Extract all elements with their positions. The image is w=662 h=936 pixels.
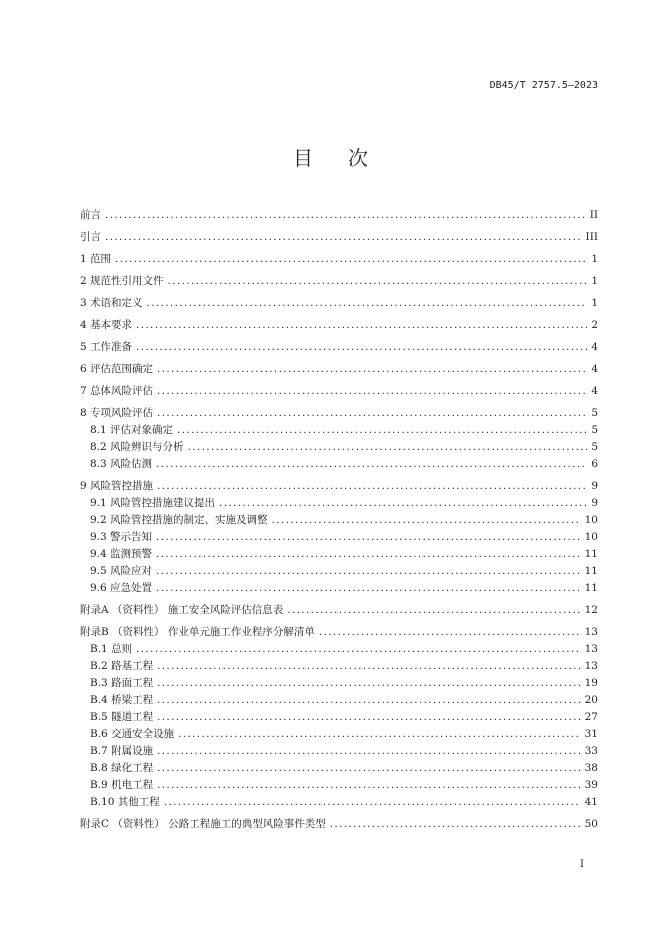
dot-leader (157, 777, 581, 794)
toc-entry[interactable] (80, 422, 598, 439)
dot-leader (168, 273, 588, 290)
dot-leader (136, 641, 581, 658)
toc-entry-label: B.1 总则 (90, 643, 133, 655)
toc-entry-label: B.5 隧道工程 (90, 711, 154, 723)
toc-entry-label: 5 工作准备 (80, 341, 133, 353)
title-char-1: 目 (293, 146, 314, 170)
toc-entry-page: 1 (591, 297, 598, 309)
toc-entry-page: 27 (584, 711, 598, 723)
toc-entry-page: 4 (591, 385, 598, 397)
toc-entry-label: B.7 附属设施 (90, 745, 154, 757)
dot-leader (157, 383, 587, 400)
toc-entry[interactable] (80, 339, 598, 356)
toc-entry[interactable] (80, 709, 598, 726)
toc-entry-label: 6 评估范围确定 (80, 363, 154, 375)
toc-entry[interactable] (80, 760, 598, 777)
dot-leader (272, 512, 581, 529)
toc-entry[interactable] (80, 207, 598, 224)
toc-entry-page: 2 (591, 319, 598, 331)
toc-entry-page: 10 (584, 514, 598, 526)
dot-leader (178, 726, 581, 743)
toc-entry-page: 5 (591, 424, 598, 436)
toc-entry-page: 5 (591, 407, 598, 419)
dot-leader (156, 546, 581, 563)
toc-entry-label: B.4 桥梁工程 (90, 694, 154, 706)
toc-entry-page: 13 (584, 643, 598, 655)
toc-entry[interactable] (80, 580, 598, 597)
page-title (0, 142, 662, 171)
toc-entry[interactable] (80, 439, 598, 456)
toc-entry-label: 9.5 风险应对 (90, 565, 153, 577)
toc-entry[interactable] (80, 529, 598, 546)
toc-entry[interactable] (80, 658, 598, 675)
toc-entry-page: 10 (584, 531, 598, 543)
table-of-contents (80, 202, 598, 833)
toc-entry-label: B.6 交通安全设施 (90, 728, 175, 740)
toc-entry-page: 11 (584, 565, 598, 577)
dot-leader (219, 495, 587, 512)
toc-entry-page: 50 (584, 818, 598, 830)
dot-leader (188, 439, 588, 456)
toc-entry[interactable] (80, 816, 598, 833)
toc-entry-label: 7 总体风险评估 (80, 385, 154, 397)
toc-entry-page: 9 (591, 480, 598, 492)
dot-leader (156, 456, 587, 473)
toc-entry[interactable] (80, 251, 598, 268)
document-code: DB45/T 2757.5—2023 (489, 80, 598, 91)
toc-entry[interactable] (80, 563, 598, 580)
toc-entry-page: 41 (584, 796, 598, 808)
toc-entry-label: B.3 路面工程 (90, 677, 154, 689)
toc-entry[interactable] (80, 743, 598, 760)
toc-entry[interactable] (80, 692, 598, 709)
toc-entry[interactable] (80, 794, 598, 811)
toc-entry[interactable] (80, 495, 598, 512)
toc-entry-page: 11 (584, 582, 598, 594)
toc-entry-label: 附录B （资料性） 作业单元施工作业程序分解清单 (80, 626, 315, 638)
toc-entry-label: 8 专项风险评估 (80, 407, 154, 419)
dot-leader (157, 405, 587, 422)
toc-entry[interactable] (80, 602, 598, 619)
toc-entry-page: 9 (591, 497, 598, 509)
toc-entry-label: 8.3 风险估测 (90, 458, 153, 470)
dot-leader (287, 602, 580, 619)
toc-entry-page: 13 (584, 660, 598, 672)
dot-leader (157, 478, 587, 495)
dot-leader (156, 563, 581, 580)
dot-leader (157, 692, 581, 709)
toc-entry-page: 1 (591, 275, 598, 287)
toc-entry[interactable] (80, 361, 598, 378)
toc-entry-label: 1 范围 (80, 253, 112, 265)
toc-entry-page: 39 (584, 779, 598, 791)
toc-entry[interactable] (80, 295, 598, 312)
title-char-2: 次 (348, 146, 369, 170)
dot-leader (157, 658, 581, 675)
toc-entry-label: 9.3 警示告知 (90, 531, 153, 543)
toc-entry-page: 11 (584, 548, 598, 560)
toc-entry-label: 2 规范性引用文件 (80, 275, 164, 287)
toc-entry-label: B.10 其他工程 (90, 796, 160, 808)
toc-entry[interactable] (80, 624, 598, 641)
toc-entry-page: 12 (584, 604, 598, 616)
toc-entry[interactable] (80, 456, 598, 473)
toc-entry-page: 4 (591, 341, 598, 353)
toc-entry-page: 20 (584, 694, 598, 706)
dot-leader (105, 207, 586, 224)
toc-entry-page: 33 (584, 745, 598, 757)
toc-entry-page: 4 (591, 363, 598, 375)
dot-leader (157, 760, 581, 777)
toc-entry-label: B.9 机电工程 (90, 779, 154, 791)
toc-entry-label: B.8 绿化工程 (90, 762, 154, 774)
dot-leader (330, 816, 581, 833)
toc-entry-label: 4 基本要求 (80, 319, 133, 331)
toc-entry-label: 附录A （资料性） 施工安全风险评估信息表 (80, 604, 284, 616)
toc-entry-page: 38 (584, 762, 598, 774)
toc-entry[interactable] (80, 383, 598, 400)
toc-entry-page: II (589, 209, 598, 221)
dot-leader (177, 422, 587, 439)
dot-leader (157, 709, 581, 726)
toc-entry-page: 19 (584, 677, 598, 689)
page-number: I (580, 859, 584, 870)
dot-leader (105, 229, 582, 246)
toc-entry-page: 13 (584, 626, 598, 638)
toc-entry-label: 9.4 监测预警 (90, 548, 153, 560)
toc-entry-label: 9.1 风险管控措施建议提出 (90, 497, 216, 509)
toc-entry-label: 前言 (80, 209, 101, 221)
toc-entry-label: 9.6 应急处置 (90, 582, 153, 594)
toc-entry[interactable] (80, 546, 598, 563)
toc-entry-label: B.2 路基工程 (90, 660, 154, 672)
toc-entry-label: 9 风险管控措施 (80, 480, 154, 492)
dot-leader (115, 251, 587, 268)
toc-entry-page: 31 (584, 728, 598, 740)
toc-entry-label: 8.2 风险辨识与分析 (90, 441, 184, 453)
toc-entry-label: 3 术语和定义 (80, 297, 143, 309)
toc-entry[interactable] (80, 777, 598, 794)
toc-entry-label: 附录C （资料性） 公路工程施工的典型风险事件类型 (80, 818, 326, 830)
dot-leader (157, 361, 587, 378)
toc-entry[interactable] (80, 726, 598, 743)
toc-entry[interactable] (80, 405, 598, 422)
dot-leader (164, 794, 581, 811)
dot-leader (319, 624, 581, 641)
toc-entry[interactable] (80, 675, 598, 692)
dot-leader (156, 580, 581, 597)
dot-leader (147, 295, 588, 312)
toc-entry-page: III (585, 231, 598, 243)
toc-entry[interactable] (80, 317, 598, 334)
toc-entry[interactable] (80, 273, 598, 290)
dot-leader (157, 675, 581, 692)
dot-leader (156, 529, 581, 546)
dot-leader (136, 317, 587, 334)
toc-entry-page: 5 (591, 441, 598, 453)
toc-entry-page: 6 (591, 458, 598, 470)
dot-leader (157, 743, 581, 760)
toc-entry-label: 引言 (80, 231, 101, 243)
toc-entry-label: 9.2 风险管控措施的制定、实施及调整 (90, 514, 268, 526)
toc-entry[interactable] (80, 478, 598, 495)
toc-entry[interactable] (80, 512, 598, 529)
toc-entry[interactable] (80, 641, 598, 658)
dot-leader (136, 339, 587, 356)
toc-entry-page: 1 (591, 253, 598, 265)
toc-entry[interactable] (80, 229, 598, 246)
toc-entry-label: 8.1 评估对象确定 (90, 424, 174, 436)
